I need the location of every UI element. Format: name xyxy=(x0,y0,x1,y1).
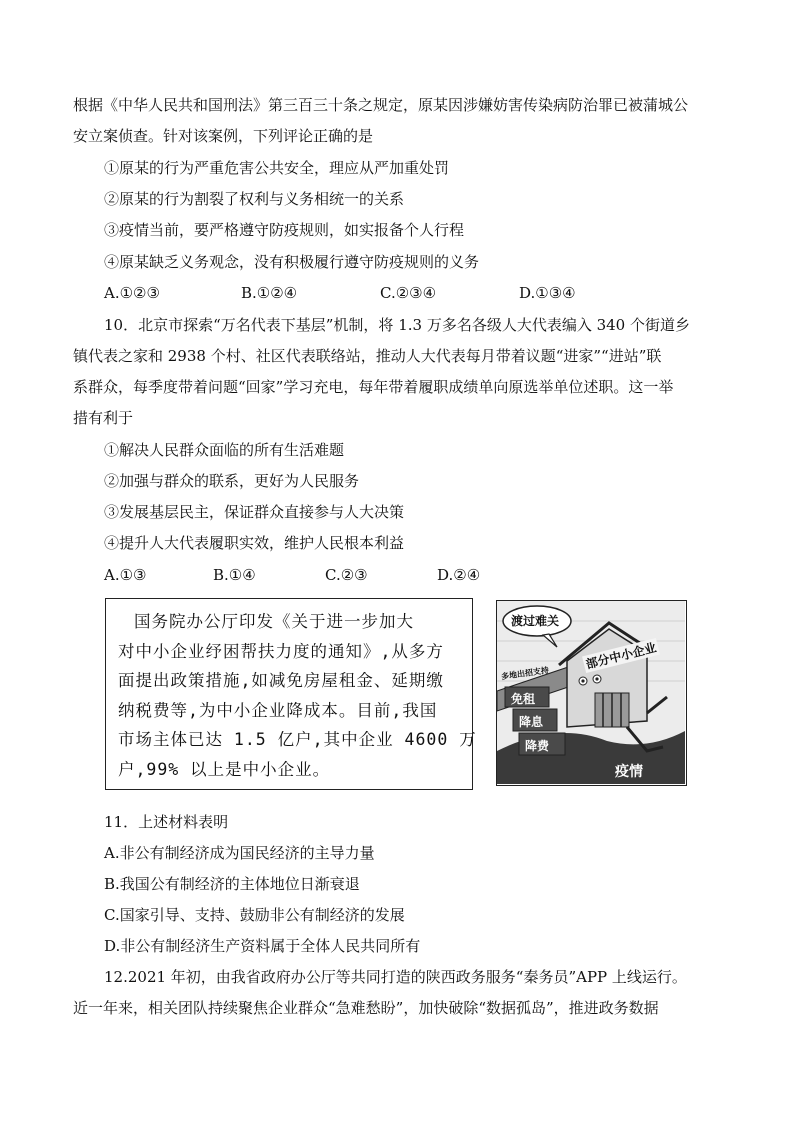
q11-option-d: D.非公有制经济生产资料属于全体人民共同所有 xyxy=(104,937,421,955)
q9-choice-a: A.①②③ xyxy=(104,284,160,302)
comic-house-label: 部分中小企业 xyxy=(582,638,660,673)
q9-option-2: ②原某的行为割裂了权利与义务相统一的关系 xyxy=(104,190,405,208)
material-text-box xyxy=(105,598,477,790)
q10-option-4: ④提升人大代表履职实效，维护人民根本利益 xyxy=(104,534,405,552)
comic-illustration xyxy=(496,600,687,786)
material-line-1: 国务院办公厅印发《关于进一步加大 xyxy=(134,612,414,631)
q12-stem-line-2: 近一年来，相关团队持续聚焦企业群众“急难愁盼”，加快破除“数据孤岛”，推进政务数据 xyxy=(73,999,659,1017)
q10-option-1: ①解决人民群众面临的所有生活难题 xyxy=(104,441,345,459)
q11-option-a: A.非公有制经济成为国民经济的主导力量 xyxy=(104,844,375,862)
q9-option-3: ③疫情当前，要严格遵守防疫规则，如实报备个人行程 xyxy=(104,221,465,239)
material-line-4: 纳税费等,为中小企业降成本。目前,我国 xyxy=(118,700,438,720)
comic-ground-label: 疫情 xyxy=(615,764,643,780)
comic-banner-label: 多地出招支持 xyxy=(500,665,550,682)
q9-choice-d: D.①③④ xyxy=(519,284,576,302)
q10-option-2: ②加强与群众的联系，更好为人民服务 xyxy=(104,472,360,490)
comic-step-label-2: 降息 xyxy=(519,715,544,729)
q10-option-3: ③发展基层民主，保证群众直接参与人大决策 xyxy=(104,503,405,521)
q10-choice-b: B.①④ xyxy=(213,566,256,584)
q9-choice-b: B.①②④ xyxy=(241,284,298,302)
q10-stem-line-4: 措有利于 xyxy=(73,409,134,427)
material-line-3: 面提出政策措施,如减免房屋租金、延期缴 xyxy=(118,671,444,690)
q10-choice-c: C.②③ xyxy=(325,566,368,584)
comic-step-label-1: 免租 xyxy=(511,692,536,706)
material-line-2: 对中小企业纾困帮扶力度的通知》,从多方 xyxy=(118,641,444,661)
q12-stem-line-1: 12.2021 年初，由我省政府办公厅等共同打造的陕西政务服务“秦务员”APP 上线运行。 xyxy=(104,968,687,986)
comic-bubble-text: 渡过难关 xyxy=(511,614,560,628)
q10-stem-line-2: 镇代表之家和 2938 个村、社区代表联络站，推动人大代表每月带着议题“进家”“进站”联 xyxy=(73,347,662,365)
q11-stem: 11．上述材料表明 xyxy=(104,813,229,831)
comic-step-label-3: 降费 xyxy=(525,739,550,753)
q10-stem-line-1: 10．北京市探索“万名代表下基层”机制，将 1.3 万多名各级人大代表编入 340 个街道乡 xyxy=(104,316,690,334)
q10-choice-d: D.②④ xyxy=(437,566,481,584)
q11-option-b: B.我国公有制经济的主体地位日渐衰退 xyxy=(104,875,360,893)
material-line-5: 市场主体已达 1.5 亿户,其中企业 4600 万 xyxy=(118,730,477,749)
q11-option-c: C.国家引导、支持、鼓励非公有制经济的发展 xyxy=(104,906,405,924)
q9-stem-line-2: 安立案侦查。针对该案例，下列评论正确的是 xyxy=(73,127,374,145)
q9-option-1: ①原某的行为严重危害公共安全，理应从严加重处罚 xyxy=(104,159,450,177)
q10-stem-line-3: 系群众，每季度带着问题“回家”学习充电，每年带着履职成绩单向原选举单位述职。这一举 xyxy=(73,378,674,396)
q9-option-4: ④原某缺乏义务观念，没有积极履行遵守防疫规则的义务 xyxy=(104,253,480,271)
q9-choice-c: C.②③④ xyxy=(380,284,437,302)
q9-stem-line-1: 根据《中华人民共和国刑法》第三百三十条之规定，原某因涉嫌妨害传染病防治罪已被蒲城公 xyxy=(73,96,689,114)
material-line-6: 户,99% 以上是中小企业。 xyxy=(118,759,331,779)
q10-choice-a: A.①③ xyxy=(104,566,147,584)
